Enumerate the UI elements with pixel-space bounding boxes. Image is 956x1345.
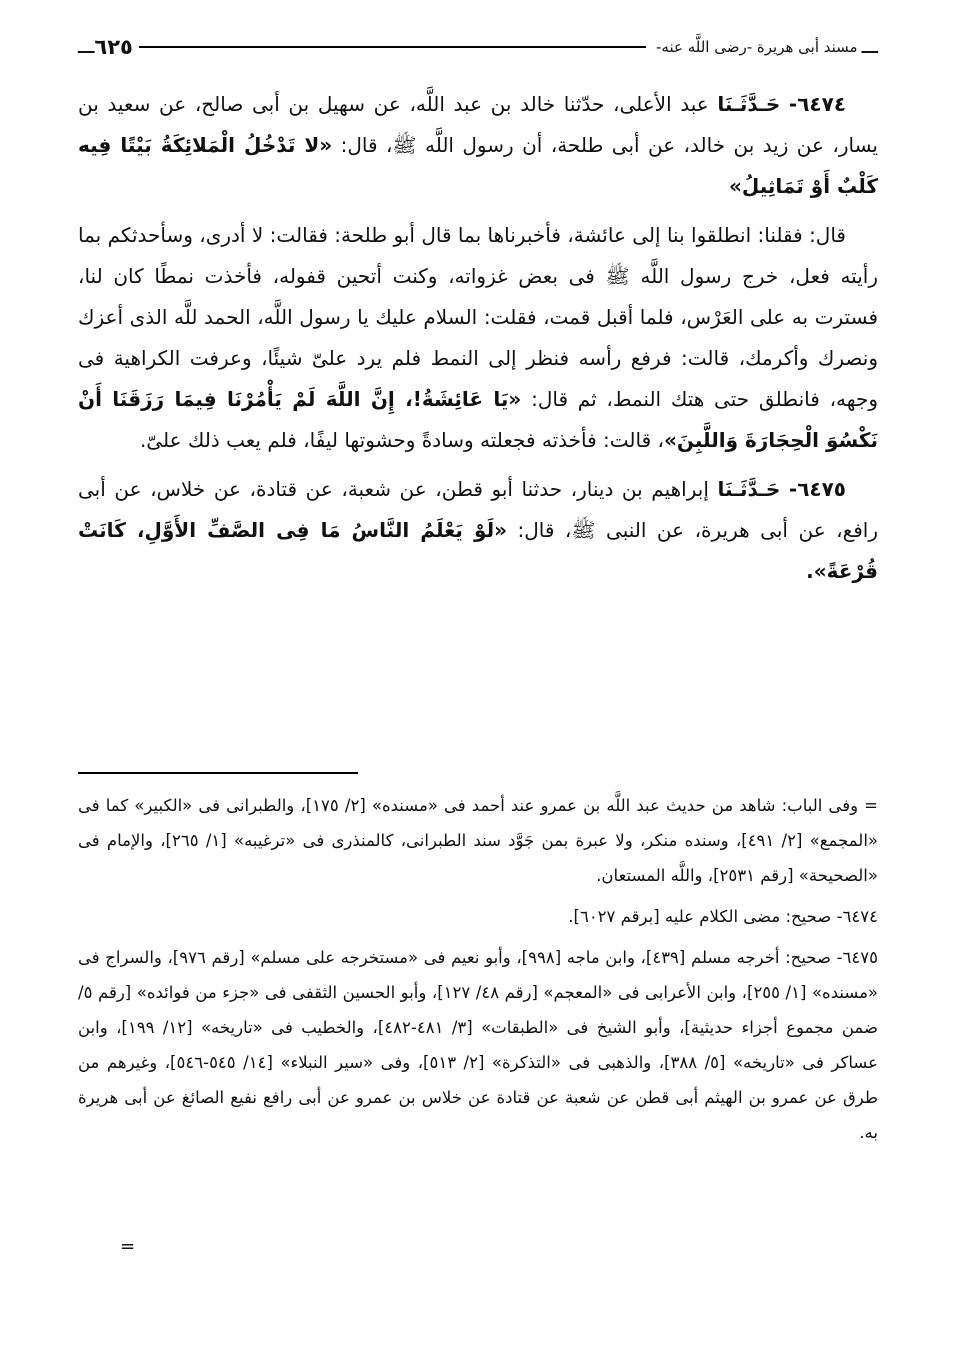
- header-title: مسند أبى هريرة -رضى اللَّه عنه-: [656, 38, 858, 56]
- paragraph-end: .: [806, 559, 814, 583]
- footnote-text: وفى الباب: شاهد من حديث عبد اللَّه بن عمرو عند أحمد فى «مسنده» [٢/ ١٧٥]، والطبرانى فى «الكبير» كما فى «المجمع» [٢/ ٤٩١]، وسنده منكر، ولا عبرة بمن جَوَّد سند الطبرانى، كالمنذرى فى «ترغيبه» [١/ ٢٦٥]، والإمام فى «الصحيحة» [رقم ٢٥٣١]، واللَّه المستعان.: [78, 796, 878, 885]
- hadith-number: ٦٤٧٤-: [788, 92, 847, 116]
- matn-quote-aisha: «يَا عَائِشَةُ!، إِنَّ اللَّهَ لَمْ يَأْمُرْنَا فِيمَا رَزَقَنَا أَنْ نَكْسُوَ الْحِجَارَةَ وَاللَّبِنَ»: [78, 387, 878, 452]
- isnad-text: إبراهيم بن دينار، حدثنا أبو قطن، عن شعبة، عن قتادة، عن خلاس، عن أبى رافع، عن أبى هريرة، عن النبى ﷺ، قال:: [78, 477, 878, 542]
- matn-quote: «لا تَدْخُلُ الْمَلائِكَةُ بَيْتًا فِيه كَلْبٌ أَوْ تَمَاثِيلُ»: [78, 133, 878, 198]
- story-text: قال: فقلنا: انطلقوا بنا إلى عائشة، فأخبرناها بما قال أبو طلحة: فقالت: لا أدرى، وسأحدثكم بما رأيته فعل، خرج رسول اللَّه ﷺ فى بعض غزواته، وكنت أتحين قفوله، فأخذت نمطًا كان لنا، فسترت به على العَرْس، فلما أقبل قمت، فقلت: السلام عليك يا رسول اللَّه، الحمد للَّه الذى أعزك ونصرك وأكرمك، قالت: فرفع رأسه فنظر إلى النمط فلم يرد علىّ شيئًا، وعرفت الكراهية فى وجهه، فانطلق حتى هتك النمط، ثم قال:: [78, 223, 878, 411]
- footnotes: [78, 788, 878, 1156]
- continues-mark: =: [120, 1236, 136, 1257]
- page-number: ٦٢٥: [94, 35, 133, 59]
- grading-label: صحيح:: [785, 948, 831, 967]
- footnote-text: مضى الكلام عليه [برقم ٦٠٢٧].: [568, 907, 781, 926]
- footnote-continuation: [78, 788, 878, 893]
- footnote-number: ٦٤٧٥-: [836, 948, 878, 967]
- continuation-mark: =: [864, 796, 878, 815]
- footnote-number: ٦٤٧٤-: [836, 907, 878, 926]
- main-text: [78, 84, 878, 600]
- hadith-6475-paragraph: [78, 469, 878, 592]
- running-header: [78, 32, 878, 62]
- story-text-end: ، قالت: فأخذته فجعلته وسادةً وحشوتها ليفًا، فلم يعب ذلك علىّ.: [139, 428, 664, 452]
- hadith-number: ٦٤٧٥-: [788, 477, 847, 501]
- grading-label: صحيح:: [785, 907, 832, 926]
- hadith-6474-paragraph: [78, 84, 878, 207]
- isnad-text: عبد الأعلى، حدّثنا خالد بن عبد اللَّه، عن سهيل بن أبى صالح، عن سعيد بن يسار، عن زيد بن خالد، عن أبى طلحة، أن رسول اللَّه ﷺ، قال:: [78, 92, 878, 157]
- footnote-separator: [78, 772, 358, 774]
- header-dash-right: ـــ: [861, 37, 878, 57]
- header-dash-left: ـــ: [78, 37, 95, 57]
- book-page: [78, 24, 878, 1324]
- footnote-6475: [78, 940, 878, 1150]
- haddathana-word: حَـدَّثَـنَا: [717, 477, 781, 501]
- header-rule: [139, 46, 646, 48]
- footnote-text: أخرجه مسلم [٤٣٩]، وابن ماجه [٩٩٨]، وأبو نعيم فى «مستخرجه على مسلم» [رقم ٩٧٦]، والسراج فى «مسنده» [١/ ٢٥٥]، وابن الأعرابى فى «المعجم» [رقم ٤٨/ ١٢٧]، وأبو الحسين الثقفى فى «جزء من فوائده» [رقم ٥/ ضمن مجموع أجزاء حديثية]، وأبو الشيخ فى «الطبقات» [٣/ ٤٨١-٤٨٢]، والخطيب فى «تاريخه» [١٢/ ١٩٩]، وابن عساكر فى «تاريخه» [٥/ ٣٨٨]، والذهبى فى «التذكرة» [٢/ ٥١٣]، وفى «سير النبلاء» [١٤/ ٥٤٥-٥٤٦]، وغيرهم من طرق عن عمرو بن الهيثم أبى قطن عن شعبة عن قتادة عن خلاس بن عمرو عن أبى رافع نفيع الصائغ عن أبى هريرة به.: [78, 948, 878, 1142]
- haddathana-word: حَـدَّثَـنَا: [717, 92, 781, 116]
- matn-quote: «لَوْ يَعْلَمُ النَّاسُ مَا فِى الصَّفِّ الأَوَّلِ، كَانَتْ قُرْعَةً»: [78, 518, 878, 583]
- footnote-6474: [78, 899, 878, 934]
- hadith-6474-story-paragraph: [78, 215, 878, 461]
